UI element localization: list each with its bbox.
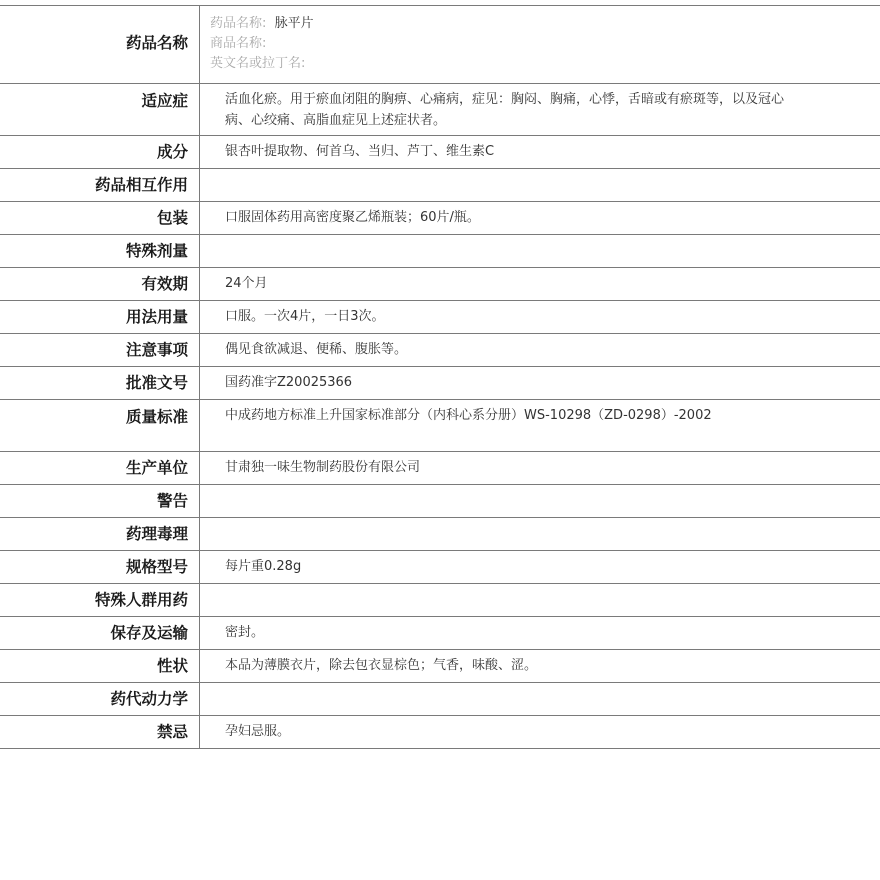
row-label: 包装 [0,202,200,234]
row-label: 保存及运输 [0,617,200,649]
row-value [200,518,880,550]
row-label: 注意事项 [0,334,200,366]
row-value [200,683,880,715]
row-label: 警告 [0,485,200,517]
row-value: 24个月 [225,276,268,291]
english-name-key: 英文名或拉丁名: [210,56,306,71]
info-row [0,650,880,683]
row-value: 中成药地方标准上升国家标准部分（内科心系分册）WS-10298（ZD-0298）-2002 [225,408,712,423]
row-label: 药代动力学 [0,683,200,715]
row-value: 偶见食欲减退、便稀、腹胀等。 [225,342,408,357]
generic-name-key: 药品名称: [210,16,267,31]
row-label: 药品相互作用 [0,169,200,201]
info-row [0,683,880,716]
row-value [200,235,880,267]
row-value: 每片重0.28g [225,559,302,574]
row-value: 口服固体药用高密度聚乙烯瓶装；60片/瓶。 [225,210,480,225]
row-value [200,169,880,201]
generic-name-line [210,14,796,34]
trade-name-key: 商品名称: [210,36,267,51]
info-row [0,169,880,202]
row-label: 质量标准 [0,400,200,451]
row-label: 成分 [0,136,200,168]
info-row [0,268,880,301]
row-value: 本品为薄膜衣片，除去包衣显棕色；气香，味酸、涩。 [225,658,538,673]
info-row [0,367,880,400]
info-row [0,518,880,551]
row-value: 活血化瘀。用于瘀血闭阻的胸痹、心痛病，症见：胸闷、胸痛，心悸，舌暗或有瘀斑等，以及冠心病、心绞痛、高脂血症见上述症状者。 [225,92,785,128]
row-label: 性状 [0,650,200,682]
row-value: 银杏叶提取物、何首乌、当归、芦丁、维生素C [225,144,495,159]
row-value [200,584,880,616]
info-row [0,400,880,452]
info-row [0,584,880,617]
drug-name-row [0,6,880,84]
row-label: 药品名称 [0,6,200,83]
info-row [0,84,880,136]
row-label: 药理毒理 [0,518,200,550]
row-label: 特殊人群用药 [0,584,200,616]
row-value: 口服。一次4片，一日3次。 [225,309,385,324]
row-label: 特殊剂量 [0,235,200,267]
info-row [0,551,880,584]
drug-info-table [0,5,880,749]
row-label: 有效期 [0,268,200,300]
row-value: 密封。 [225,625,265,640]
row-label: 批准文号 [0,367,200,399]
drug-name-values [200,6,880,83]
trade-name-line [210,34,796,54]
row-value [200,485,880,517]
info-row [0,716,880,749]
row-value: 甘肃独一味生物制药股份有限公司 [225,460,421,475]
info-row [0,334,880,367]
info-row [0,301,880,334]
row-value: 孕妇忌服。 [225,724,291,739]
row-label: 禁忌 [0,716,200,748]
info-row [0,452,880,485]
info-row [0,617,880,650]
info-row [0,136,880,169]
info-row [0,235,880,268]
row-label: 生产单位 [0,452,200,484]
row-label: 适应症 [0,84,200,135]
english-name-line [210,54,796,74]
row-label: 规格型号 [0,551,200,583]
generic-name-value: 脉平片 [274,16,314,31]
info-row [0,485,880,518]
row-value: 国药准字Z20025366 [225,375,353,390]
info-row [0,202,880,235]
row-label: 用法用量 [0,301,200,333]
